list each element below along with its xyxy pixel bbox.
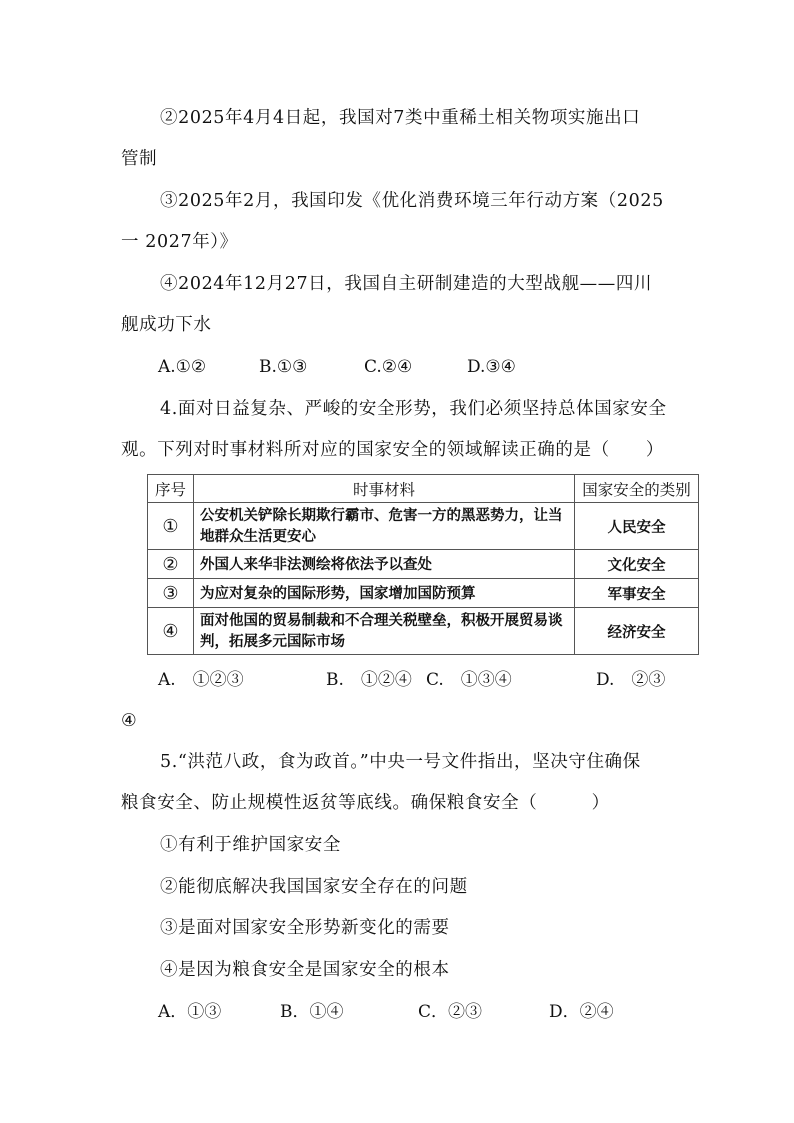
q3-option-d[interactable]: D.③④ (467, 357, 516, 377)
table-row (148, 503, 699, 550)
q5-statement-2: ②能彻底解决我国国家安全存在的问题 (160, 877, 468, 897)
q4-option-d-wrap: ④ (121, 711, 138, 731)
q5-option-d[interactable]: D．②④ (549, 1002, 614, 1022)
row-number: ② (148, 550, 194, 579)
q5-statement-3: ③是面对国家安全形势新变化的需要 (160, 918, 450, 938)
header-material: 时事材料 (194, 475, 575, 503)
row-number: ① (148, 503, 194, 550)
row-category: 文化安全 (575, 550, 699, 579)
q3-option-b[interactable]: B.①③ (259, 357, 308, 377)
table-row (148, 608, 699, 655)
row-material: 面对他国的贸易制裁和不合理关税壁垒，积极开展贸易谈判，拓展多元国际市场 (194, 608, 575, 655)
q5-stem-wrap: 粮食安全、防止规模性返贫等底线。确保粮食安全（ ） (121, 793, 610, 813)
q3-statement-4-wrap: 舰成功下水 (121, 315, 212, 335)
q3-options (0, 355, 794, 379)
header-number: 序号 (148, 475, 194, 503)
q4-option-d[interactable]: D. ②③ (596, 670, 666, 690)
row-category: 军事安全 (575, 579, 699, 608)
q5-option-b[interactable]: B．①④ (280, 1002, 344, 1022)
row-material: 外国人来华非法测绘将依法予以查处 (194, 550, 575, 579)
q3-option-c[interactable]: C.②④ (364, 357, 413, 377)
table-row (148, 579, 699, 608)
q3-statement-2-wrap: 管制 (121, 149, 158, 169)
q4-option-b[interactable]: B. ①②④ (326, 670, 412, 690)
q5-statement-1: ①有利于维护国家安全 (160, 835, 341, 855)
table-row (148, 550, 699, 579)
q4-stem: 4.面对日益复杂、严峻的安全形势，我们必须坚持总体国家安全 (160, 399, 667, 419)
row-number: ④ (148, 608, 194, 655)
q3-option-a[interactable]: A.①② (158, 357, 207, 377)
q3-statement-3: ③2025年2月，我国印发《优化消费环境三年行动方案（2025 (160, 191, 664, 211)
q5-stem: 5.“洪范八政，食为政首。”中央一号文件指出，坚决守住确保 (160, 752, 641, 772)
q3-statement-3-wrap: 一 2027年）》 (121, 232, 238, 252)
q4-stem-wrap: 观。下列对时事材料所对应的国家安全的领域解读正确的是（ ） (121, 440, 664, 460)
row-category: 经济安全 (575, 608, 699, 655)
row-material: 公安机关铲除长期欺行霸市、危害一方的黑恶势力，让当地群众生活更安心 (194, 503, 575, 550)
q5-statement-4: ④是因为粮食安全是国家安全的根本 (160, 960, 450, 980)
table-header-row (148, 475, 699, 503)
row-number: ③ (148, 579, 194, 608)
q5-option-a[interactable]: A．①③ (158, 1002, 222, 1022)
row-material: 为应对复杂的国际形势，国家增加国防预算 (194, 579, 575, 608)
q3-statement-4: ④2024年12月27日，我国自主研制建造的大型战舰——四川 (160, 274, 653, 294)
q5-option-c[interactable]: C．②③ (418, 1002, 483, 1022)
q4-options (0, 668, 794, 692)
q3-statement-2: ②2025年4月4日起，我国对7类中重稀土相关物项实施出口 (160, 108, 641, 128)
q5-options (0, 1000, 794, 1024)
news-table (147, 474, 699, 655)
row-category: 人民安全 (575, 503, 699, 550)
header-category: 国家安全的类别 (575, 475, 699, 503)
q4-option-c[interactable]: C. ①③④ (426, 670, 512, 690)
q4-option-a[interactable]: A. ①②③ (158, 670, 244, 690)
